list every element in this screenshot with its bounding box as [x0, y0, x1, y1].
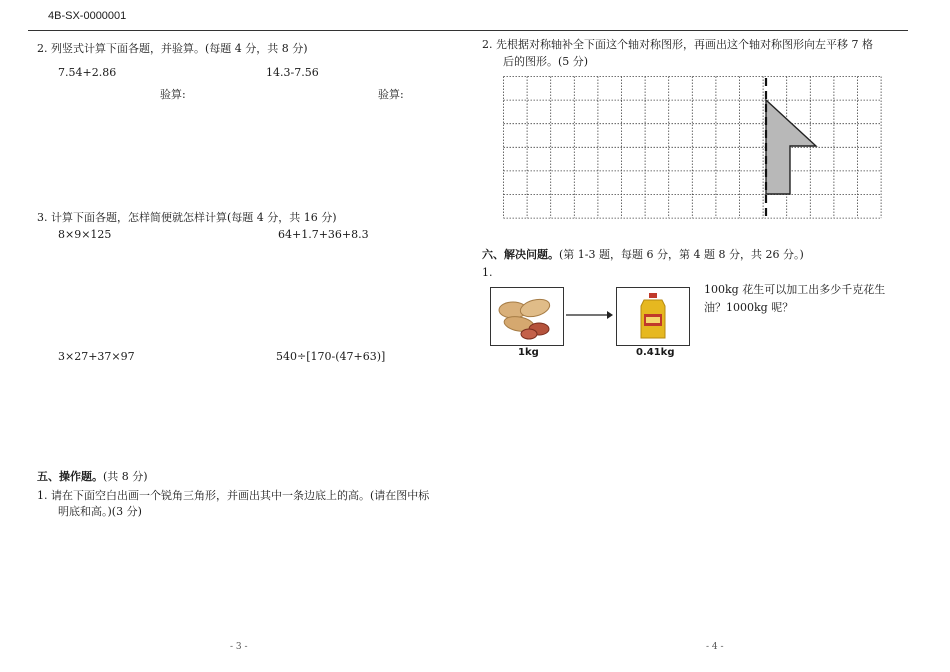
peanut-icon [491, 288, 563, 345]
q3-expr4: 540÷[170-(47+63)] [276, 350, 386, 363]
arrow-icon [565, 309, 613, 321]
q3-expr1: 8×9×125 [58, 228, 112, 241]
oil-image [616, 287, 690, 346]
page-number-right: - 4 - [706, 642, 724, 652]
oil-caption: 0.41kg [636, 347, 675, 358]
document-code: 4B-SX-0000001 [48, 10, 127, 22]
q3-title: 3. 计算下面各题，怎样简便就怎样计算(每题 4 分，共 16 分) [37, 211, 337, 224]
header-divider [28, 30, 908, 31]
section5-heading-row [37, 468, 148, 484]
half-shape [766, 100, 816, 194]
oil-bottle-icon [617, 288, 689, 345]
q3-expr3: 3×27+37×97 [58, 350, 135, 363]
question-line2: 油？1000kg 呢？ [704, 301, 794, 314]
q2-expr1: 7.54+2.86 [58, 66, 117, 79]
q2-title: 2. 列竖式计算下面各题，并验算。(每题 4 分，共 8 分) [37, 42, 308, 55]
peanut-caption: 1kg [518, 347, 539, 358]
q2-verify2: 验算: [378, 88, 404, 101]
section5-q1-line2: 明底和高。)(3 分) [58, 505, 142, 518]
symmetry-grid [503, 76, 893, 221]
section5-heading: 五、操作题。 [37, 470, 103, 483]
page-number-left: - 3 - [230, 642, 248, 652]
right-q2-line1: 2. 先根据对称轴补全下面这个轴对称图形，再画出这个轴对称图形向左平移 7 格 [482, 38, 873, 51]
section6-heading: 六、解决问题。 [482, 248, 559, 261]
question-line1: 100kg 花生可以加工出多少千克花生 [704, 283, 886, 296]
q3-expr2: 64+1.7+36+8.3 [278, 228, 369, 241]
section6-score: (第 1-3 题，每题 6 分，第 4 题 8 分，共 26 分。) [559, 248, 804, 261]
q2-verify1: 验算: [160, 88, 186, 101]
grid-lines [504, 77, 882, 219]
q2-expr2: 14.3-7.56 [266, 66, 319, 79]
peanut-image [490, 287, 564, 346]
section5-score: (共 8 分) [103, 470, 148, 483]
section5-q1-line1: 1. 请在下面空白出画一个锐角三角形，并画出其中一条边底上的高。(请在图中标 [37, 489, 430, 502]
section6-heading-row [482, 246, 804, 262]
section6-q1-num: 1. [482, 266, 493, 279]
right-q2-line2: 后的图形。(5 分) [503, 55, 589, 68]
